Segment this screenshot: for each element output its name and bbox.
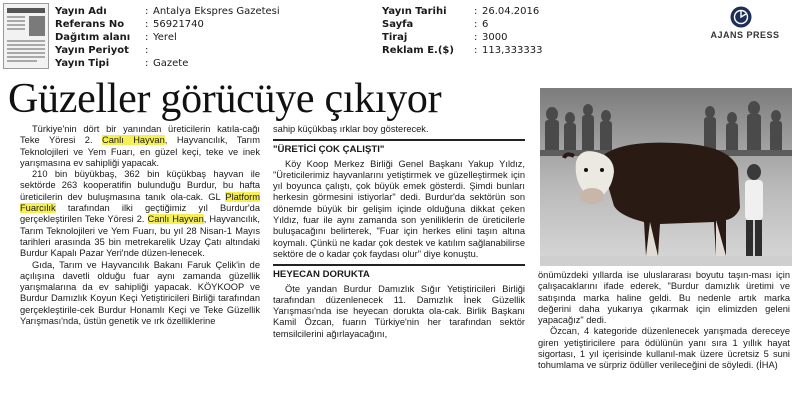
meta-label: Dağıtım alanı [55, 32, 131, 43]
meta-label: Yayın Adı [55, 6, 107, 17]
meta-label: Yayın Tarihi [382, 6, 447, 17]
page-thumbnail [3, 3, 49, 69]
meta-value: 26.04.2016 [482, 6, 540, 17]
meta-label: Tiraj [382, 32, 408, 43]
paragraph: önümüzdeki yıllarda ise uluslararası boyutu taşın-ması için çalışacaklarını ifade ederek, "Burdur damızlık üretimi ve satışında marka haline geldi. Bu nedenle artık marka değerini daha yukarıya çıkarmak için elimizden geleni yapacağız" dedi. [538, 270, 790, 326]
meta-value: 113,333333 [482, 45, 543, 56]
meta-value: Gazete [153, 58, 189, 69]
logo-mark-icon [730, 6, 752, 28]
highlighted-term: Canlı Hayvan [147, 214, 204, 225]
ajans-press-logo [700, 6, 790, 42]
meta-label: Yayın Tipi [55, 58, 110, 69]
highlighted-term: Canlı Hayvan [102, 135, 165, 146]
bull-photo [540, 88, 792, 266]
article-headline: Güzeller görücüye çıkıyor [8, 76, 442, 122]
paragraph: sahip küçükbaş ırklar boy gösterecek. [273, 124, 429, 134]
article-column-3 [538, 270, 790, 372]
meta-value: Antalya Ekspres Gazetesi [153, 6, 280, 17]
meta-value: 3000 [482, 32, 508, 43]
paragraph: Türkiye'nin dört bir yanından üreticilerin katıla-cağı Teke Yöresi 2. Canlı Hayvan, Hayvancılık, Tarım Teknolojileri ve Yem Fuarı, en güzel keçi, teke ve inek yarışmasına ev sahipliği yapacak. [20, 124, 261, 168]
meta-value: Yerel [153, 32, 177, 43]
subheading: HEYECAN DORUKTA [273, 264, 525, 280]
meta-value: 6 [482, 19, 489, 30]
meta-label: Reklam E.($) [382, 45, 454, 56]
logo-text: AJANS PRESS [710, 30, 780, 40]
paragraph: Öte yandan Burdur Damızlık Sığır Yetiştiricileri Birliği tarafından düzenlenecek 11. Damızlık İnek Güzellik Yarışması'nda ise heyecan dorukta ola-cak. Birlik Başkanı Kamil Özcan, fuarın Türkiye'nin her tarafından sektör temsilcilerini ağırlayacağını, [273, 283, 525, 339]
paragraph: Özcan, 4 kategoride düzenlenecek yarışmada dereceye giren yetiştiricilere para ödülünün yanı sıra 1 yıllık hayat sigortası, 1 yıl içerisinde kullanıl-mak üzere ücretsiz 5 suni tohumlama ve sürpriz ödüller verileceğini de söyledi. (İHA) [538, 326, 790, 371]
highlighted-term: Platform Fuarcılık [20, 191, 260, 214]
paragraph: 210 bin büyükbaş, 362 bin küçükbaş hayvan ile sektörde 263 kooperatifin bulunduğu Burdur, bu hafta üreticilerin dev buluşmasına tanık ola-cak. GL Platform Fuarcılık tarafından ilki geçtiğimiz yıl Burdur'da gerçekleştirilen Teke Yöresi 2. Canlı Hayvan, Hayvancılık, Tarım Teknolojileri ve Yem Fuarı, bu yıl 28 Nisan-1 Mayıs tarihleri arasında 35 bin metrekarelik Uzay Çatı altındaki Burdur Kapalı Pazar Yeri'nde düzen-lenecek. [20, 169, 260, 259]
paragraph: Köy Koop Merkez Birliği Genel Başkanı Yakup Yıldız, "Üreticilerimiz hayvanlarını yetiştirmek ve güzelleştirmek için yıl boyunca çalıştı, çok büyük emek gösterdi. Şimdi bunları herkesin görmesini istiyorlar" dedi. Burdur'da sektörün son dönemde büyük bir gelişim içinde olduğuna dikkat çeken Yıldız, fuar ile aynı zamanda son yeniliklerin de üreticilerle buluşacağını belirterek, "Fuar için herkes elini taşın altına koymalı. Çünkü ne kadar çok destek ve katılım sağlanabilirse sektöre de o kadar çok faydası olur" diye konuştu. [273, 158, 525, 259]
article-column-2 [273, 124, 525, 340]
meta-label: Yayın Periyot [55, 45, 129, 56]
meta-value: 56921740 [153, 19, 204, 30]
article-column-1 [20, 124, 260, 327]
paragraph: Gıda, Tarım ve Hayvancılık Bakanı Faruk Çelik'in de açılışına davetli olduğu fuar aynı zamanda güzellik yarışmalarına da ev sahipliği yapacak. KÖYKOOP ve Burdur Damızlık Koyun Keçi Yetiştiricileri Birliği tarafından gerçekleştirile-cek Burdur Honamlı Keçi ve Teke Güzellik Yarışması'nda, üstün genetik ve ırk özelliklerine [20, 259, 260, 327]
meta-label: Referans No [55, 19, 125, 30]
meta-label: Sayfa [382, 19, 414, 30]
subheading: "ÜRETİCİ ÇOK ÇALIŞTI" [273, 139, 525, 155]
